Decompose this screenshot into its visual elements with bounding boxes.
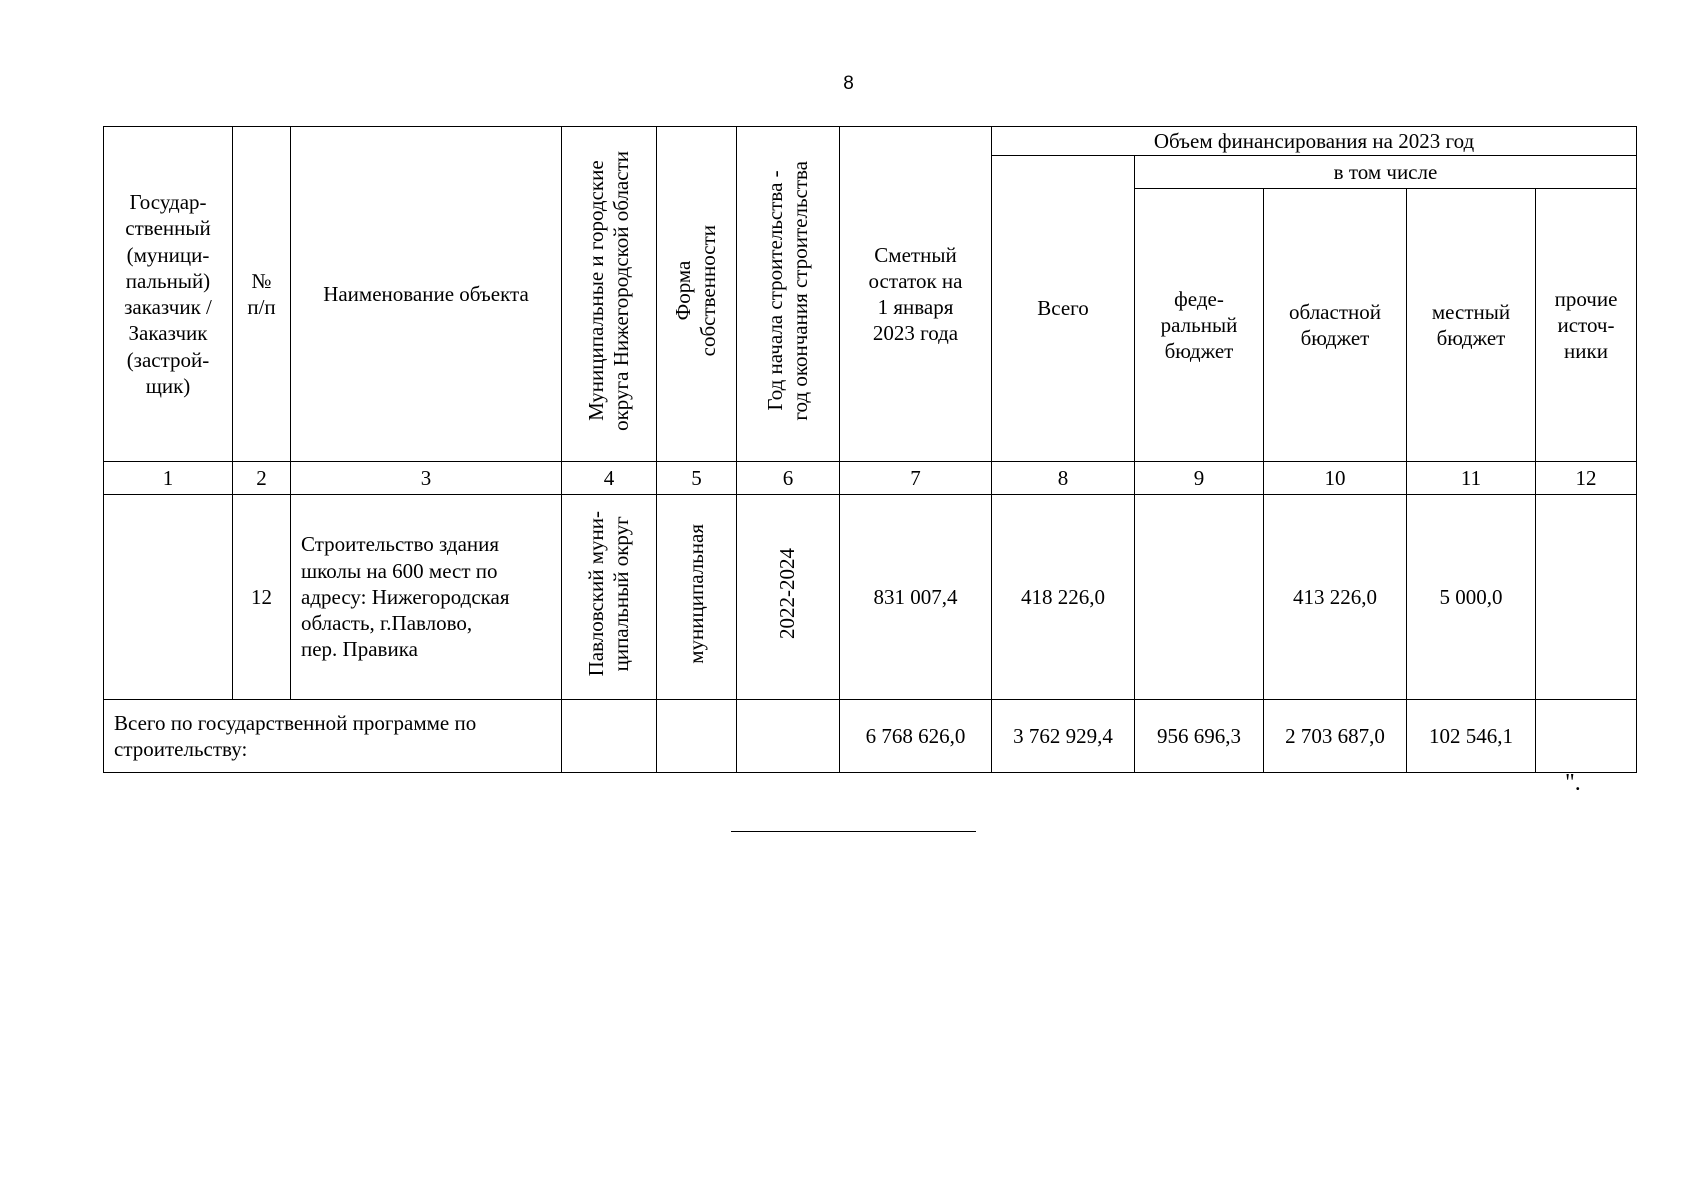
row-other xyxy=(1536,495,1637,700)
header-financing-group: Объем финансирования на 2023 год xyxy=(992,127,1637,156)
separator-line xyxy=(731,831,976,832)
column-number: 5 xyxy=(657,462,737,495)
column-number: 1 xyxy=(104,462,233,495)
construction-financing-table xyxy=(103,126,1637,773)
row-ownership: муниципальная xyxy=(657,495,737,700)
row-customer xyxy=(104,495,233,700)
totals-other xyxy=(1536,700,1637,773)
column-number: 11 xyxy=(1407,462,1536,495)
row-object-name: Строительство здания школы на 600 мест по адресу: Нижегородская область, г.Павлово, пер. Правика xyxy=(291,495,562,700)
totals-empty-cell xyxy=(737,700,840,773)
totals-estimate-balance: 6 768 626,0 xyxy=(840,700,992,773)
header-other: прочие источ- ники xyxy=(1536,189,1637,462)
header-number: № п/п xyxy=(233,127,291,462)
column-number: 8 xyxy=(992,462,1135,495)
totals-regional: 2 703 687,0 xyxy=(1264,700,1407,773)
header-federal: феде- ральный бюджет xyxy=(1135,189,1264,462)
totals-empty-cell xyxy=(657,700,737,773)
totals-total: 3 762 929,4 xyxy=(992,700,1135,773)
totals-label: Всего по государственной программе по строительству: xyxy=(104,700,562,773)
column-number: 10 xyxy=(1264,462,1407,495)
header-years: Год начала строительства - год окончания строительства xyxy=(737,127,840,462)
row-total: 418 226,0 xyxy=(992,495,1135,700)
totals-row xyxy=(104,700,1637,773)
header-row-1 xyxy=(104,127,1637,156)
header-regional: областной бюджет xyxy=(1264,189,1407,462)
column-number: 3 xyxy=(291,462,562,495)
row-federal xyxy=(1135,495,1264,700)
row-number: 12 xyxy=(233,495,291,700)
column-number: 6 xyxy=(737,462,840,495)
page-number: 8 xyxy=(843,73,854,94)
totals-local: 102 546,1 xyxy=(1407,700,1536,773)
column-number: 2 xyxy=(233,462,291,495)
row-years: 2022-2024 xyxy=(737,495,840,700)
column-number: 9 xyxy=(1135,462,1264,495)
header-municipality: Муниципальные и городские округа Нижегородской области xyxy=(562,127,657,462)
header-local: местный бюджет xyxy=(1407,189,1536,462)
header-object-name: Наименование объекта xyxy=(291,127,562,462)
column-number: 7 xyxy=(840,462,992,495)
row-regional: 413 226,0 xyxy=(1264,495,1407,700)
column-number: 12 xyxy=(1536,462,1637,495)
header-estimate-balance: Сметный остаток на 1 января 2023 года xyxy=(840,127,992,462)
totals-federal: 956 696,3 xyxy=(1135,700,1264,773)
column-number: 4 xyxy=(562,462,657,495)
row-municipality: Павловский муни- ципальный округ xyxy=(562,495,657,700)
header-including: в том числе xyxy=(1135,156,1637,189)
totals-empty-cell xyxy=(562,700,657,773)
closing-quote: ". xyxy=(1565,770,1581,796)
row-estimate-balance: 831 007,4 xyxy=(840,495,992,700)
header-ownership: Форма собственности xyxy=(657,127,737,462)
column-number-row xyxy=(104,462,1637,495)
header-total: Всего xyxy=(992,156,1135,462)
header-customer: Государ- ственный (муници- пальный) заказчик / Заказчик (застрой- щик) xyxy=(104,127,233,462)
table-row xyxy=(104,495,1637,700)
row-local: 5 000,0 xyxy=(1407,495,1536,700)
